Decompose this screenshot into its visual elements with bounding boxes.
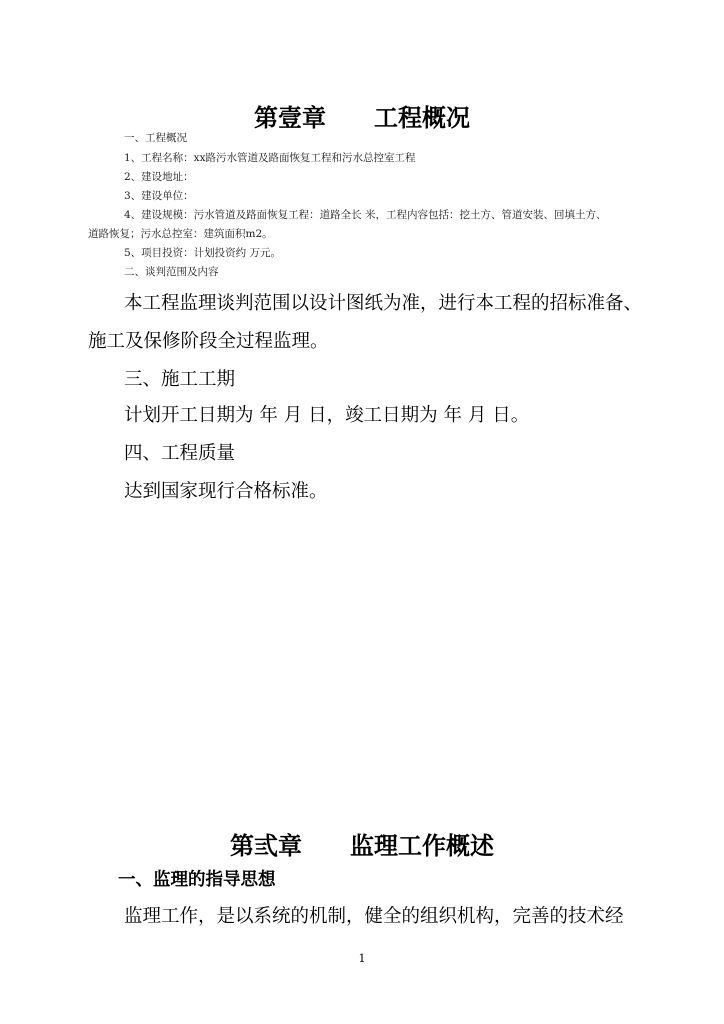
chapter-2-name: 监理工作概述: [350, 832, 494, 860]
chapter-2-number: 第弎章: [230, 832, 302, 860]
quality-heading: 四、工程质量: [124, 443, 236, 464]
scope-text-line-2: 施工及保修阶段全过程监理。: [88, 331, 329, 352]
guiding-heading: 一、监理的指导思想: [118, 870, 276, 890]
overview-heading: 一、工程概况: [124, 132, 187, 144]
schedule-text: 计划开工日期为 年 月 日，竣工日期为 年 月 日。: [124, 405, 530, 426]
overview-item-4: 4、建设规模：污水管道及路面恢复工程：道路全长 米，工程内容包括：挖土方、管道安装、回填土方、: [124, 209, 607, 221]
quality-text: 达到国家现行合格标准。: [124, 481, 328, 502]
page-number: 1: [358, 952, 366, 965]
overview-item-5: 5、项目投资：计划投资约 万元。: [124, 247, 282, 259]
schedule-heading: 三、施工工期: [124, 369, 236, 390]
overview-item-4-cont: 道路恢复；污水总控室：建筑面积m2。: [88, 228, 273, 240]
chapter-2-title: [0, 826, 724, 861]
overview-item-1: 1、工程名称：xx路污水管道及路面恢复工程和污水总控室工程: [124, 152, 416, 164]
scope-text-line-1: 本工程监理谈判范围以设计图纸为准，进行本工程的招标准备、: [124, 293, 643, 314]
chapter-1-title: [0, 98, 724, 133]
chapter-1-number: 第壹章: [254, 104, 326, 132]
scope-heading: 二、谈判范围及内容: [124, 266, 219, 278]
overview-item-2: 2、建设地址：: [124, 171, 194, 183]
guiding-text: 监理工作，是以系统的机制，健全的组织机构，完善的技术经: [124, 906, 624, 927]
overview-item-3: 3、建设单位：: [124, 190, 194, 202]
chapter-1-name: 工程概况: [374, 104, 470, 132]
